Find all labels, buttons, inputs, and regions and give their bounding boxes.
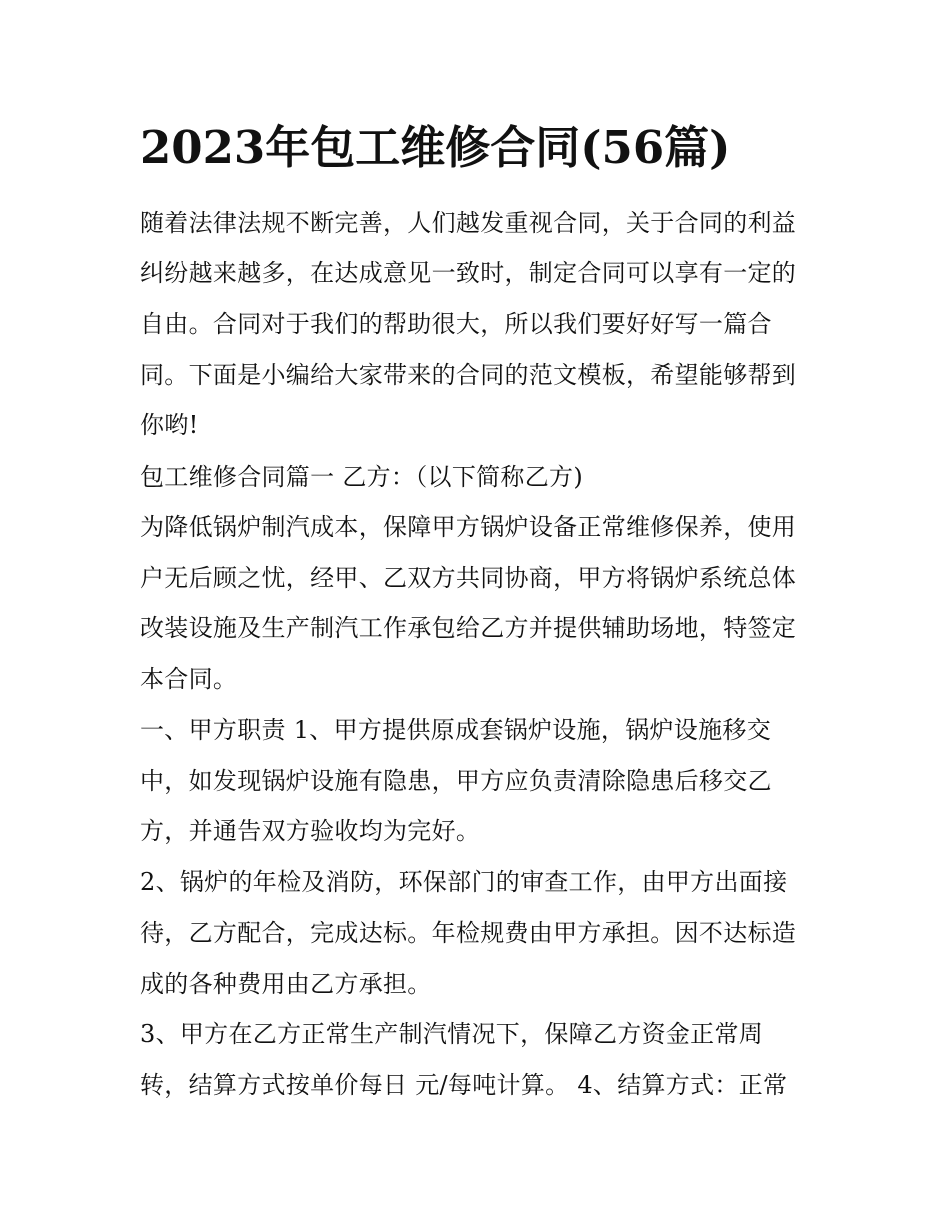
paragraph-line: 改装设施及生产制汽工作承包给乙方并提供辅助场地，特签定 xyxy=(140,614,797,642)
paragraph-line: 户无后顾之忧，经甲、乙双方共同协商，甲方将锅炉系统总体 xyxy=(140,564,797,592)
paragraph-line: 本合同。 xyxy=(140,665,238,693)
paragraph-line: 3、甲方在乙方正常生产制汽情况下，保障乙方资金正常周 xyxy=(140,1020,764,1048)
paragraph-line: 纠纷越来越多，在达成意见一致时，制定合同可以享有一定的 xyxy=(140,259,797,287)
paragraph-line: 2、锅炉的年检及消防，环保部门的审查工作，由甲方出面接 xyxy=(140,868,788,896)
paragraph-line: 随着法律法规不断完善，人们越发重视合同，关于合同的利益 xyxy=(140,209,797,237)
paragraph-line: 一、甲方职责 1、甲方提供原成套锅炉设施，锅炉设施移交 xyxy=(140,716,771,744)
paragraph-line: 为降低锅炉制汽成本，保障甲方锅炉设备正常维修保养，使用 xyxy=(140,513,797,541)
paragraph-line: 自由。合同对于我们的帮助很大，所以我们要好好写一篇合 xyxy=(140,310,772,338)
paragraph-line: 转，结算方式按单价每日 元/每吨计算。 4、结算方式：正常 xyxy=(140,1071,788,1099)
paragraph-line: 方，并通告双方验收均为完好。 xyxy=(140,817,481,845)
paragraph-line: 中，如发现锅炉设施有隐患，甲方应负责清除隐患后移交乙 xyxy=(140,767,772,795)
section-heading: 包工维修合同篇一 乙方：（以下简称乙方) xyxy=(140,463,583,491)
paragraph-line: 待，乙方配合，完成达标。年检规费由甲方承担。因不达标造 xyxy=(140,919,797,947)
paragraph-line: 同。下面是小编给大家带来的合同的范文模板，希望能够帮到 xyxy=(140,361,797,389)
paragraph-line: 你哟! xyxy=(140,411,199,439)
paragraph-line: 成的各种费用由乙方承担。 xyxy=(140,970,432,998)
document-title: 2023年包工维修合同(56篇) xyxy=(140,121,731,174)
